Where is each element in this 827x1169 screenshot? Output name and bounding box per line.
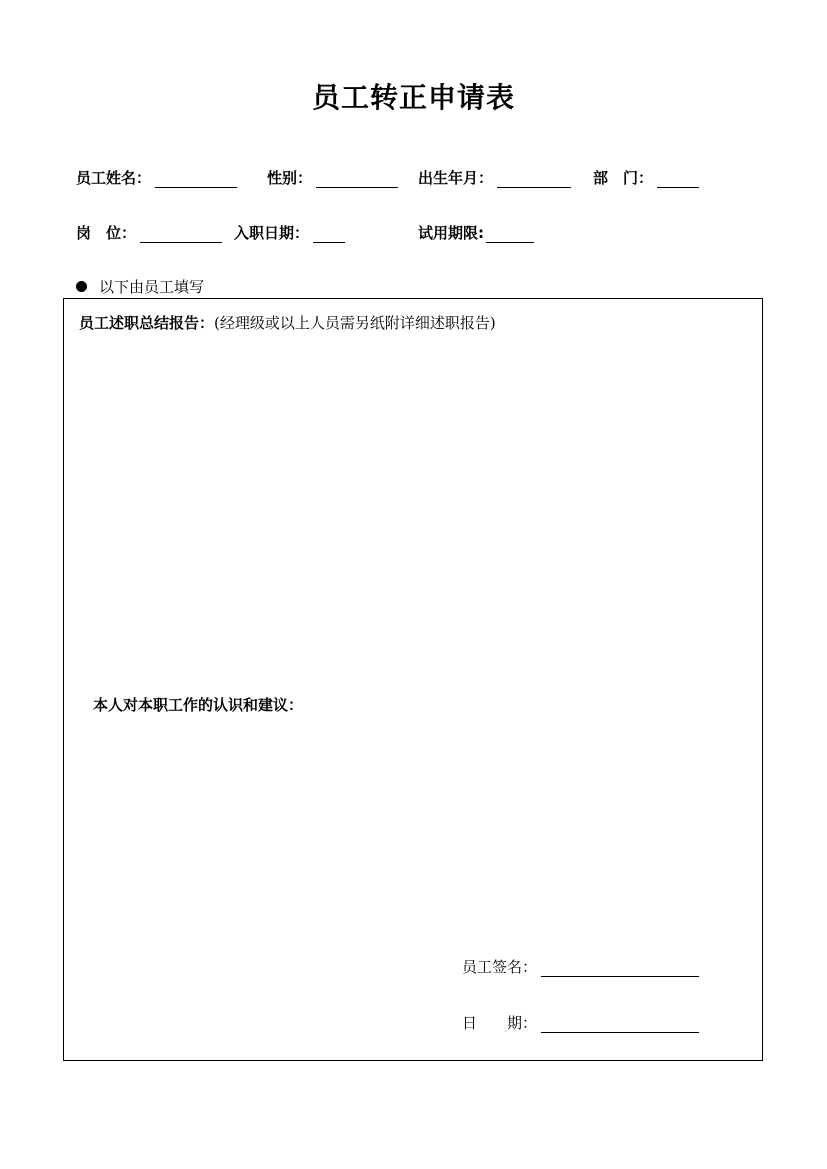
entry-date-blank[interactable] xyxy=(313,224,345,243)
page-title: 员工转正申请表 xyxy=(311,81,515,114)
summary-label: 员工述职总结报告： xyxy=(79,314,215,332)
employee-fill-box xyxy=(63,298,763,1061)
gender-label: 性别： xyxy=(267,169,313,187)
date-label: 日 期： xyxy=(462,1014,538,1032)
date-blank[interactable] xyxy=(541,1014,699,1033)
name-field xyxy=(76,166,237,188)
opinion-label: 本人对本职工作的认识和建议： xyxy=(93,696,304,714)
name-blank[interactable] xyxy=(155,169,237,188)
probation-blank[interactable] xyxy=(486,224,534,243)
summary-heading xyxy=(79,312,496,333)
birth-label: 出生年月： xyxy=(418,169,494,187)
position-field xyxy=(76,221,222,243)
gender-blank[interactable] xyxy=(316,169,398,188)
summary-note: (经理级或以上人员需另纸附详细述职报告) xyxy=(214,314,496,332)
entry-date-field xyxy=(234,221,345,243)
bullet-icon xyxy=(76,281,87,292)
dept-label: 部 门： xyxy=(593,169,654,187)
probation-field xyxy=(418,221,534,243)
gender-field xyxy=(267,166,398,188)
birth-field xyxy=(418,166,571,188)
probation-label: 试用期限: xyxy=(418,224,484,242)
birth-blank[interactable] xyxy=(497,169,571,188)
entry-date-label: 入职日期： xyxy=(234,224,310,242)
position-label: 岗 位： xyxy=(76,224,137,242)
dept-field xyxy=(593,166,699,188)
signature-label: 员工签名： xyxy=(462,958,538,976)
signature-field xyxy=(462,956,699,977)
section-note-text: 以下由员工填写 xyxy=(99,278,205,296)
name-label: 员工姓名： xyxy=(76,169,152,187)
dept-blank[interactable] xyxy=(657,169,699,188)
position-blank[interactable] xyxy=(140,224,222,243)
section-note xyxy=(76,276,204,297)
signature-blank[interactable] xyxy=(541,958,699,977)
date-field xyxy=(462,1012,699,1033)
